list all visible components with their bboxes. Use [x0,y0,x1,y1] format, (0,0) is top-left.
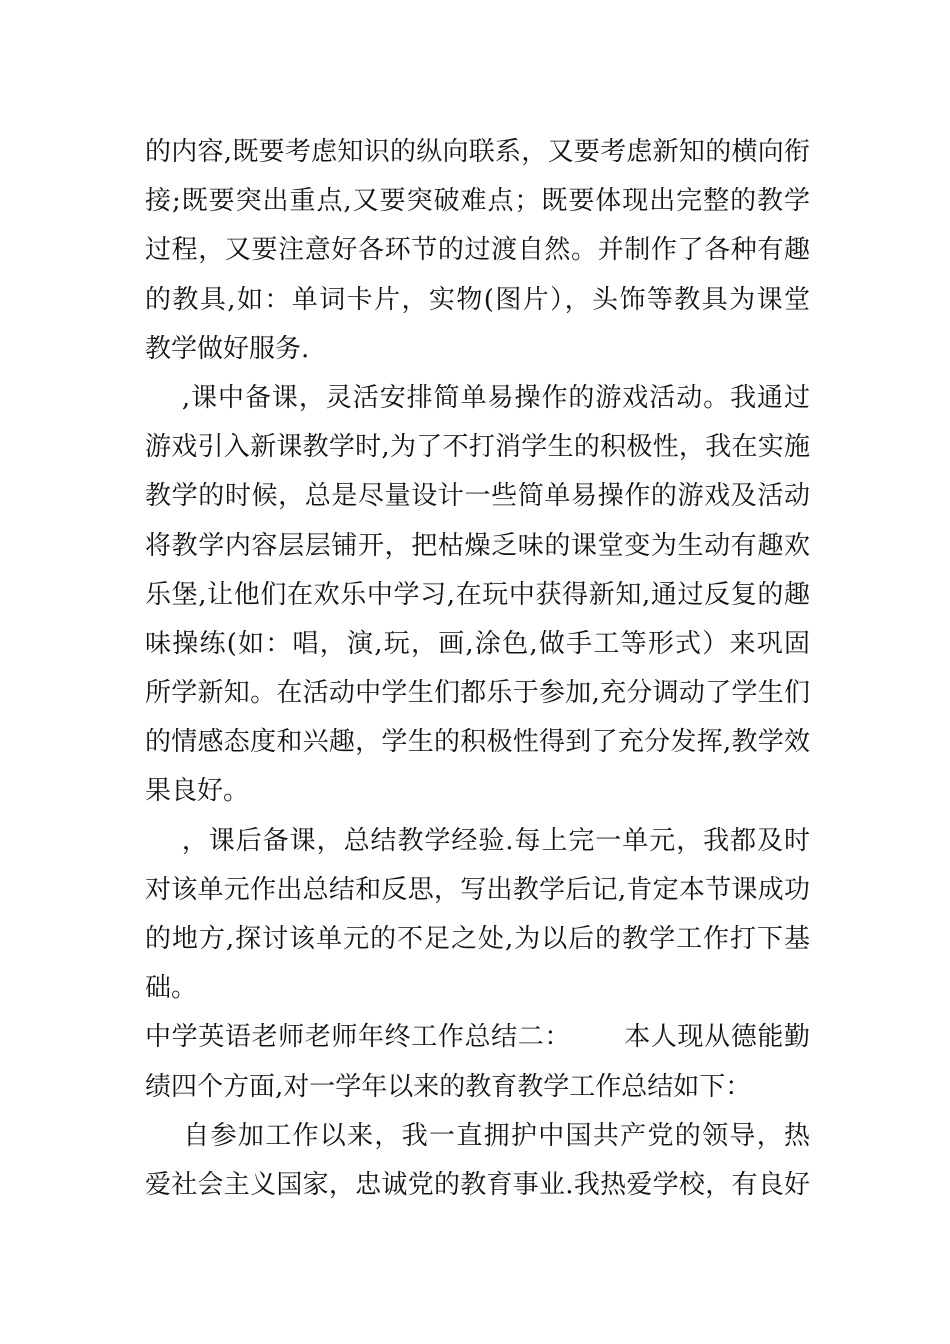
text-line: 绩四个方面,对一学年以来的教育教学工作总结如下： [145,1071,752,1102]
text-line: ,课中备课，灵活安排简单易操作的游戏活动。我通过 [145,382,810,413]
text-line: 自参加工作以来，我一直拥护中国共产党的领导，热 [145,1120,810,1151]
text-line: 接;既要突出重点,又要突破难点；既要体现出完整的教学 [145,186,810,217]
text-line: 中学英语老师老师年终工作总结二： 本人现从德能勤 [145,1022,810,1053]
text-line: 将教学内容层层铺开，把枯燥乏味的课堂变为生动有趣欢 [145,530,810,561]
document-body [145,128,810,1210]
text-line: 爱社会主义国家，忠诚党的教育事业.我热爱学校，有良好 [145,1169,810,1200]
text-line: 的地方,探讨该单元的不足之处,为以后的教学工作打下基 [145,924,810,954]
text-line: 的教具,如：单词卡片，实物(图片），头饰等教具为课堂 [145,284,810,315]
text-line: 果良好。 [145,776,250,807]
text-line: 对该单元作出总结和反思，写出教学后记,肯定本节课成功 [145,874,810,905]
text-line: 教学做好服务. [145,333,310,364]
text-line: 的内容,既要考虑知识的纵向联系，又要考虑新知的横向衔 [145,137,810,167]
text-line: 的情感态度和兴趣，学生的积极性得到了充分发挥,教学效 [145,727,810,758]
text-line: 过程，又要注意好各环节的过渡自然。并制作了各种有趣 [145,235,810,266]
text-line: 础。 [145,973,198,1004]
text-line: 游戏引入新课教学时,为了不打消学生的积极性，我在实施 [145,432,810,463]
text-line: 教学的时候，总是尽量设计一些简单易操作的游戏及活动 [145,481,810,512]
text-line: 乐堡,让他们在欢乐中学习,在玩中获得新知,通过反复的趣 [145,579,810,610]
text-line: 味操练(如：唱，演,玩，画,涂色,做手工等形式）来巩固 [145,628,810,659]
text-line: 所学新知。在活动中学生们都乐于参加,充分调动了学生们 [145,678,810,709]
text-line: ，课后备课，总结教学经验.每上完一单元，我都及时 [145,825,810,856]
